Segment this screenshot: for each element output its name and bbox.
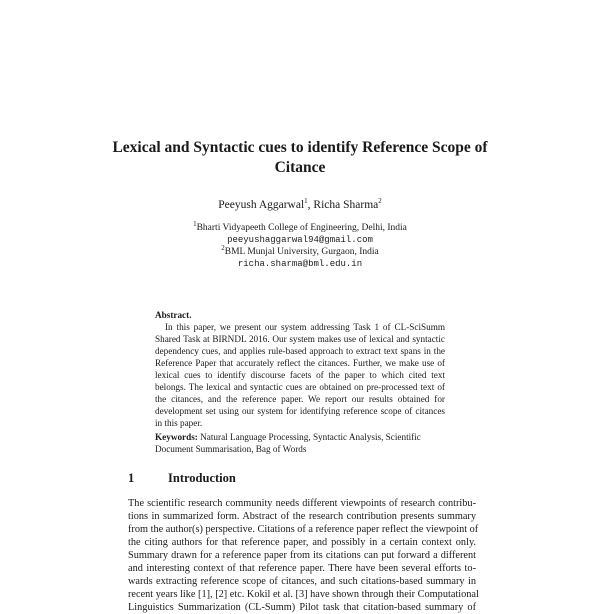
section-number: 1 — [128, 471, 135, 485]
keywords-text: Natural Language Processing, Syntactic Analysis, Scientific Document Summarisation, Bag of Words — [155, 432, 421, 454]
affiliation-1-text: Bharti Vidyapeeth College of Engineering, Delhi, India — [196, 223, 407, 233]
intro-line: Linguistics Summarization (CL-Summ) Pilot task that citation-based summary of — [128, 602, 476, 613]
title-line-2: Citance — [274, 159, 326, 176]
author-1: Peeyush Aggarwal — [218, 199, 305, 211]
author-separator: , — [307, 199, 314, 211]
keywords-label: Keywords: — [155, 432, 198, 442]
affiliation-1 — [100, 219, 500, 234]
email-1[interactable]: peeyushaggarwal94@gmail.com — [227, 235, 373, 245]
author-list — [100, 199, 500, 211]
intro-line: the citing authors for that reference paper, and possibly in a certain context only. — [128, 537, 476, 548]
affiliation-2-mark: 2 — [221, 243, 225, 252]
author-2-mark: 2 — [378, 197, 382, 206]
email-2[interactable]: richa.sharma@bml.edu.in — [237, 259, 363, 269]
abstract-heading: Abstract. — [155, 310, 192, 320]
keywords-block — [155, 431, 445, 455]
introduction-paragraph — [128, 497, 479, 614]
affiliation-2 — [100, 243, 500, 258]
intro-line: wards extracting reference scope of citances, and such citations-based summary in — [128, 576, 476, 587]
abstract-block — [155, 309, 445, 429]
intro-line: tions in summarized form. Abstract of the research contribution presents summary — [128, 511, 476, 522]
section-heading — [128, 471, 236, 486]
author-1-mark: 1 — [304, 197, 308, 206]
intro-line: The scientific research community needs different viewpoints of research contribu- — [128, 498, 476, 509]
abstract-text: In this paper, we present our system addressing Task 1 of CL-SciSumm Shared Task at BIRNDL 2016. Our system makes use of lexical and syntactic dependency cues, and applies rule-based approach to extract text spans in the Reference Paper that accurately reflect the citances. Further, we make use of lexical cues to identify discourse facets of the paper to which cited text belongs. The lexical and syntactic cues are obtained on pre-processed text of the citances, and the reference paper. We report our results obtained for development set using our system for identifying reference scope of citances in this paper. — [155, 322, 445, 428]
intro-line: and interesting context of that reference paper. There have been several efforts to- — [128, 563, 476, 574]
title-line-1: Lexical and Syntactic cues to identify Reference Scope of — [112, 139, 488, 156]
intro-line: from the author(s) perspective. Citations of a reference paper reflect the viewpoint of — [128, 524, 479, 535]
intro-line: Summary drawn for a reference paper from its citations can put forward a different — [128, 550, 476, 561]
affiliation-2-text: BML Munjal University, Gurgaon, India — [224, 247, 379, 257]
section-title: Introduction — [168, 471, 236, 485]
affiliation-1-mark: 1 — [193, 219, 197, 228]
intro-line: recent years like [1], [2] etc. Kokil et al. [3] have shown through their Computational — [128, 589, 479, 600]
author-2: Richa Sharma — [313, 199, 379, 211]
paper-title — [110, 138, 490, 178]
